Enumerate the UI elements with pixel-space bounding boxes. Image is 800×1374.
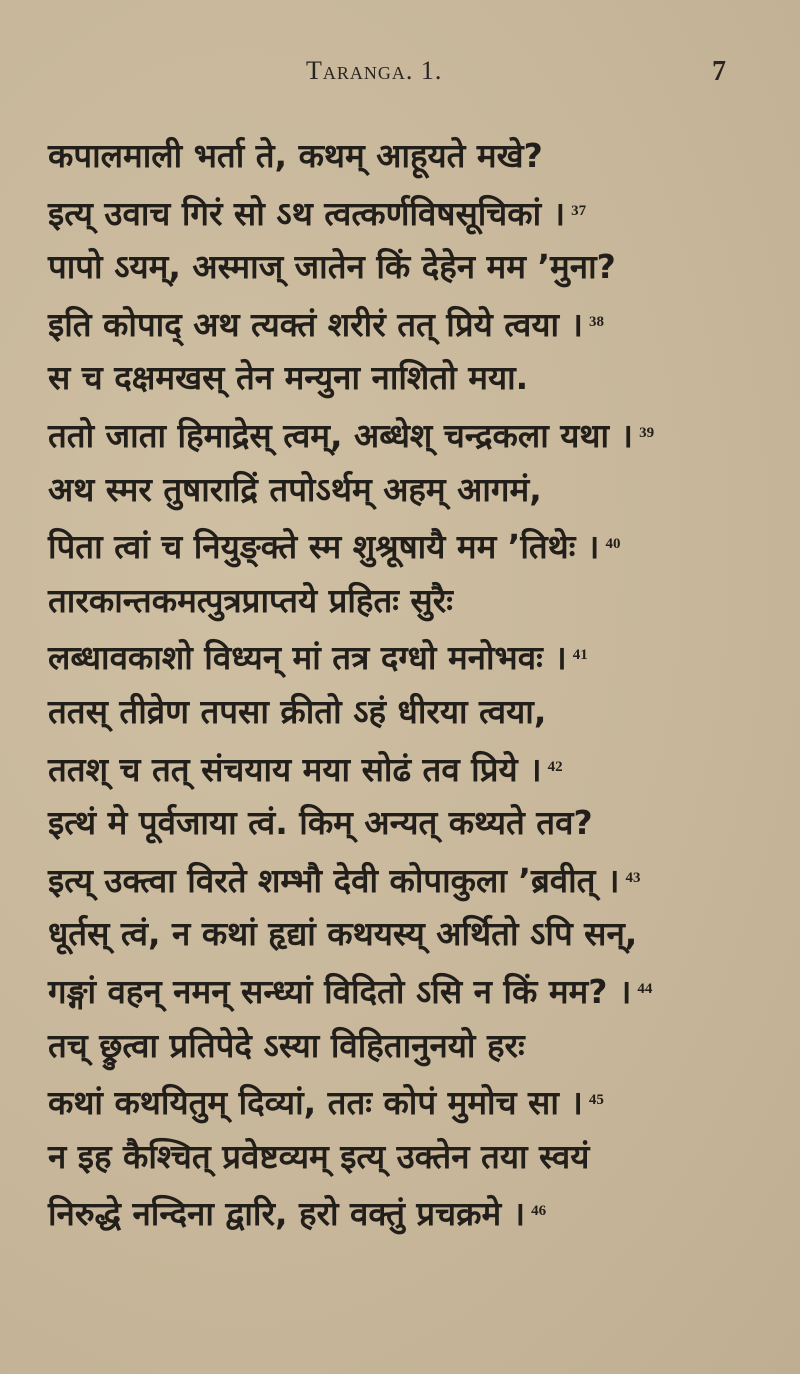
verse-line-text: पिता त्वां च नियुङ्क्ते स्म शुश्रूषायै मम ’तिथेः । — [48, 527, 600, 567]
verse-line — [48, 628, 768, 684]
verse-line-text: पापो ऽयम्, अस्माज् जातेन किं देहेन मम ’मुना? — [48, 247, 616, 287]
verse-line-text: इत्य् उवाच गिरं सो ऽथ त्वत्कर्णविषसूचिकां । — [48, 193, 566, 233]
verse-line-text: इत्थं मे पूर्वजाया त्वं. किम् अन्यत् कथ्यते तव? — [48, 803, 593, 843]
verse-line-text: ततश् च तत् संचयाय मया सोढं तव प्रिये । — [48, 749, 542, 789]
verse-number: 40 — [605, 536, 621, 553]
verse-line — [48, 1073, 768, 1129]
verse-text — [48, 128, 768, 1240]
verse-line-text: इति कोपाद् अथ त्यक्तं शरीरं तत् प्रिये त्वया । — [48, 304, 584, 344]
verse-line-text: गङ्गां वहन् नमन् सन्ध्यां विदितो ऽसि न किं मम? । — [48, 971, 632, 1011]
verse-number: 44 — [637, 980, 653, 997]
verse-line-text: तच् छ्रुत्वा प्रतिपेदे ऽस्या विहितानुनयो हरः — [48, 1025, 525, 1065]
verse-line — [48, 851, 768, 907]
verse-line — [48, 1018, 768, 1074]
verse-number: 43 — [625, 869, 641, 886]
verse-line — [48, 795, 768, 851]
verse-line-text: धूर्तस् त्वं, न कथां हृद्यां कथयस्य् अर्थितो ऽपि सन्, — [48, 914, 638, 954]
verse-line-text: कथां कथयितुम् दिव्यां, ततः कोपं मुमोच सा । — [48, 1083, 583, 1123]
verse-line — [48, 1184, 768, 1240]
verse-line — [48, 906, 768, 962]
verse-number: 37 — [571, 202, 587, 219]
verse-line — [48, 350, 768, 406]
verse-line-text: तारकान्तकमत्पुत्रप्राप्तये प्रहितः सुरैः — [48, 580, 453, 620]
verse-number: 42 — [547, 758, 563, 775]
verse-line-text: इत्य् उक्त्वा विरते शम्भौ देवी कोपाकुला ’ब्रवीत् । — [48, 860, 620, 900]
verse-line — [48, 684, 768, 740]
verse-number: 45 — [588, 1092, 604, 1109]
verse-line — [48, 962, 768, 1018]
verse-line — [48, 740, 768, 796]
verse-line — [48, 1129, 768, 1185]
verse-line-text: निरुद्धे नन्दिना द्वारि, हरो वक्तुं प्रचक्रमे । — [48, 1194, 526, 1234]
page-header — [0, 56, 800, 96]
verse-line — [48, 128, 768, 184]
verse-line — [48, 462, 768, 518]
verse-line-text: लब्धावकाशो विध्यन् मां तत्र दग्धो मनोभवः । — [48, 638, 567, 678]
verse-number: 46 — [531, 1203, 547, 1220]
verse-line-text: ततो जाता हिमाद्रेस् त्वम्, अब्धेश् चन्द्रकला यथा । — [48, 415, 634, 455]
verse-line-text: न इह कैश्चित् प्रवेष्टव्यम् इत्य् उक्तेन तया स्वयं — [48, 1136, 590, 1176]
verse-line-text: स च दक्षमखस् तेन मन्युना नाशितो मया. — [48, 358, 529, 398]
verse-line — [48, 295, 768, 351]
running-title: Taranga. 1. — [306, 56, 443, 85]
verse-line-text: ततस् तीव्रेण तपसा क्रीतो ऽहं धीरया त्वया, — [48, 691, 547, 731]
verse-line — [48, 239, 768, 295]
verse-line — [48, 517, 768, 573]
page-number: 7 — [712, 56, 726, 87]
verse-number: 41 — [572, 647, 588, 664]
verse-line — [48, 406, 768, 462]
verse-line-text: कपालमाली भर्ता ते, कथम् आहूयते मखे? — [48, 136, 543, 175]
verse-line — [48, 184, 768, 240]
verse-number: 38 — [589, 313, 605, 330]
verse-line — [48, 573, 768, 629]
verse-line-text: अथ स्मर तुषाराद्रिं तपोऽर्थम् अहम् आगमं, — [48, 469, 542, 509]
verse-number: 39 — [639, 424, 655, 441]
